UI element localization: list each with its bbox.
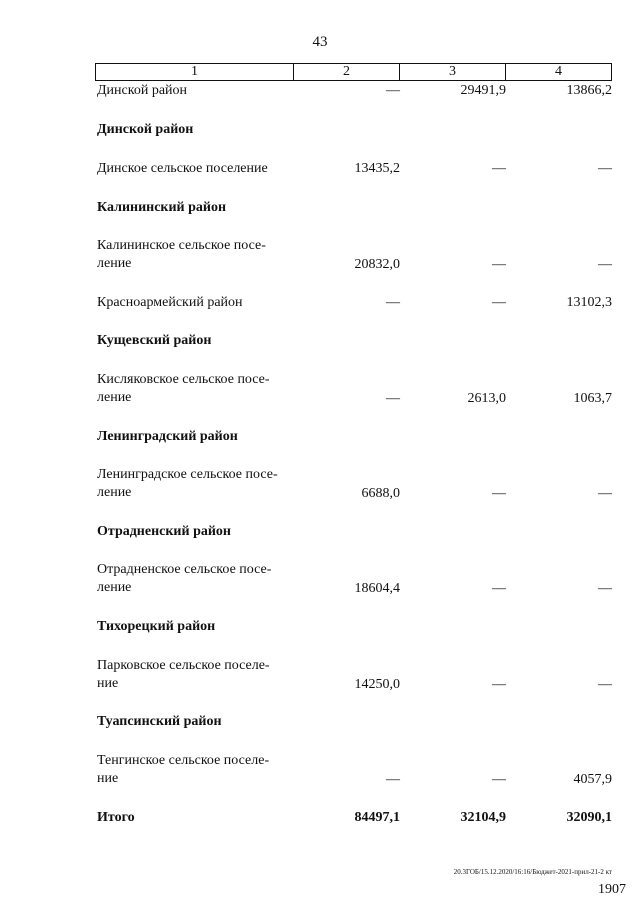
row-name-line-2: ление bbox=[97, 485, 132, 500]
district-heading: Калининский район bbox=[97, 200, 227, 215]
cell-col-4: — bbox=[598, 581, 612, 596]
cell-col-3: — bbox=[492, 677, 506, 692]
cell-col-3: — bbox=[492, 257, 506, 272]
cell-col-3: — bbox=[492, 295, 506, 310]
row-name: Динское сельское поселение bbox=[97, 161, 268, 176]
cell-col-2: 6688,0 bbox=[361, 486, 400, 501]
row-name bbox=[97, 371, 297, 407]
page-number: 43 bbox=[312, 34, 328, 50]
district-heading: Динской район bbox=[97, 122, 194, 137]
total-col-2: 84497,1 bbox=[354, 810, 400, 825]
row-name-line-2: ние bbox=[97, 771, 119, 786]
row-name bbox=[97, 752, 297, 788]
cell-col-4: 4057,9 bbox=[573, 772, 612, 787]
cell-col-2: 20832,0 bbox=[354, 257, 400, 272]
header-col-3: 3 bbox=[400, 64, 506, 81]
row-name-line-1: Отрадненское сельское посе- bbox=[97, 562, 272, 577]
cell-col-3: — bbox=[492, 581, 506, 596]
cell-col-2: 13435,2 bbox=[354, 161, 400, 176]
row-name bbox=[97, 466, 297, 502]
row-name-line-2: ление bbox=[97, 390, 132, 405]
table-header bbox=[95, 63, 612, 81]
cell-col-4: — bbox=[598, 486, 612, 501]
row-name bbox=[97, 561, 297, 597]
cell-col-3: 2613,0 bbox=[467, 391, 506, 406]
cell-col-4: — bbox=[598, 257, 612, 272]
cell-col-3: — bbox=[492, 161, 506, 176]
header-col-4: 4 bbox=[506, 64, 612, 81]
cell-col-2: — bbox=[386, 772, 400, 787]
district-heading: Туапсинский район bbox=[97, 714, 222, 729]
row-name: Красноармейский район bbox=[97, 295, 243, 310]
cell-col-3: 29491,9 bbox=[460, 83, 506, 98]
sheet-number: 1907 bbox=[598, 882, 626, 897]
row-name-line-1: Тенгинское сельское поселе- bbox=[97, 753, 270, 768]
row-name-line-1: Кисляковское сельское посе- bbox=[97, 372, 270, 387]
district-heading: Тихорецкий район bbox=[97, 619, 216, 634]
cell-col-4: 1063,7 bbox=[573, 391, 612, 406]
row-name-line-2: ление bbox=[97, 580, 132, 595]
cell-col-2: 14250,0 bbox=[354, 677, 400, 692]
row-name bbox=[97, 657, 297, 693]
cell-col-2: — bbox=[386, 83, 400, 98]
cell-col-4: 13866,2 bbox=[566, 83, 612, 98]
header-col-1: 1 bbox=[96, 64, 294, 81]
cell-col-4: 13102,3 bbox=[566, 295, 612, 310]
district-heading: Ленинградский район bbox=[97, 429, 238, 444]
row-name-line-1: Ленинградское сельское посе- bbox=[97, 467, 278, 482]
document-code: 20.3ГОБ/15.12.2020/16:16/Бюджет-2021-прил-21-2 кт bbox=[453, 868, 612, 876]
row-name bbox=[97, 237, 297, 273]
row-name-line-2: ние bbox=[97, 676, 119, 691]
district-heading: Отрадненский район bbox=[97, 524, 231, 539]
total-col-3: 32104,9 bbox=[460, 810, 506, 825]
cell-col-4: — bbox=[598, 161, 612, 176]
row-name-line-1: Калининское сельское посе- bbox=[97, 238, 266, 253]
header-col-2: 2 bbox=[294, 64, 400, 81]
cell-col-3: — bbox=[492, 486, 506, 501]
row-name-line-1: Парковское сельское поселе- bbox=[97, 658, 270, 673]
cell-col-2: 18604,4 bbox=[354, 581, 400, 596]
district-heading: Кущевский район bbox=[97, 333, 212, 348]
cell-col-4: — bbox=[598, 677, 612, 692]
cell-col-3: — bbox=[492, 772, 506, 787]
row-name-line-2: ление bbox=[97, 256, 132, 271]
total-col-4: 32090,1 bbox=[566, 810, 612, 825]
cell-col-2: — bbox=[386, 391, 400, 406]
total-label: Итого bbox=[97, 810, 135, 825]
row-name: Динской район bbox=[97, 83, 188, 98]
cell-col-2: — bbox=[386, 295, 400, 310]
